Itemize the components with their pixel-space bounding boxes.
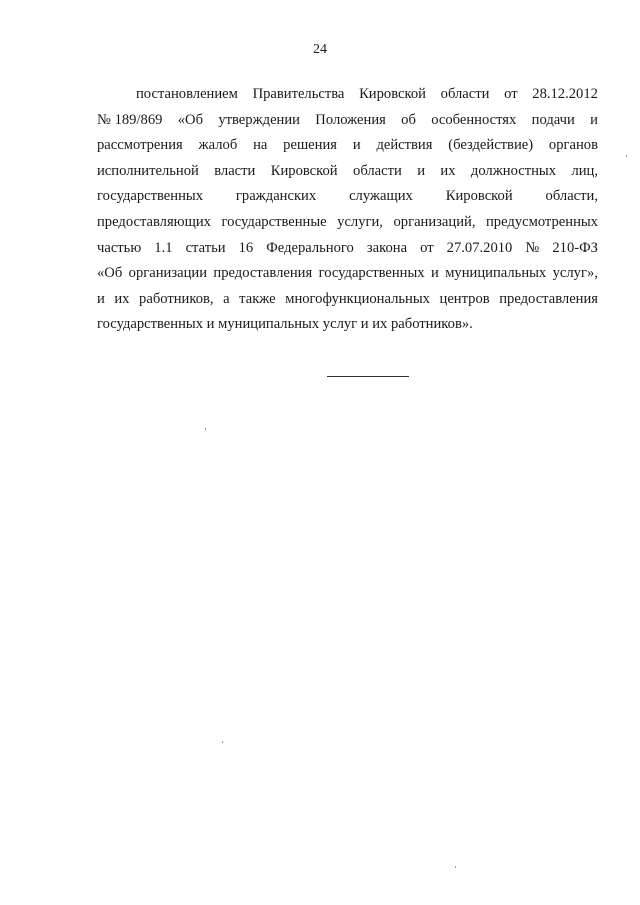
word: их [440,162,456,179]
word: утверждении [218,111,300,128]
paragraph-line [97,287,598,313]
word: подачи [531,111,575,128]
paragraph-line [97,82,598,108]
word: особенностях [431,111,517,128]
scan-speck [455,866,456,868]
word: жалоб [198,137,238,154]
word: Кировской [445,188,513,205]
word: Правительства [252,86,345,102]
paragraph-line [97,108,598,134]
page-number: 24 [313,42,327,57]
word: органов [548,137,598,154]
word: Кировской [359,86,426,102]
paragraph-line [97,210,598,236]
word: об [401,111,416,128]
word: предоставления [213,265,313,282]
word: центров [439,290,490,307]
word: «Об [177,111,203,128]
word: государственные [221,213,327,230]
word: № [525,239,540,256]
word: закона [366,239,408,256]
word: муниципальных [445,265,547,282]
word: на [253,137,268,154]
word: от [504,86,518,102]
word: также [239,290,276,307]
word: 1.1 [154,239,173,256]
word: 27.07.2010 [446,239,513,256]
word: гражданских [235,188,317,205]
word: от [420,239,434,256]
word: должностных [470,162,557,179]
word: частью [97,239,142,256]
word: области [440,86,490,102]
word: организаций, [393,213,476,230]
word: 210-ФЗ [552,239,598,256]
word: услуг», [552,265,598,282]
word: 16 [238,239,254,256]
word: «Об [97,265,123,282]
word: услуги, [337,213,383,230]
word: решения [283,137,337,154]
word: многофункциональных [285,290,430,307]
paragraph-line [97,261,598,287]
word: и [417,162,426,179]
word: области, [545,188,598,205]
word: власти [214,162,256,179]
word: действия [376,137,433,154]
word: предусмотренных [486,213,598,230]
word: организации [128,265,208,282]
word: служащих [349,188,413,205]
paragraph-line [97,159,598,185]
word: лиц, [571,162,598,179]
scan-speck [222,741,223,743]
paragraph-line [97,236,598,262]
word: государственных [97,188,204,205]
body-paragraph [97,82,598,338]
paragraph-line [97,184,598,210]
word: исполнительной [97,162,199,179]
word: государственных [318,265,425,282]
word: (бездействие) [448,137,534,154]
word: № 189/869 [97,111,163,128]
word: рассмотрения [97,137,183,154]
word: и [352,137,361,154]
word: Кировской [270,162,338,179]
scan-speck [205,428,206,430]
word: и [430,265,439,282]
word: статьи [185,239,226,256]
word: и [590,111,598,128]
word: области [353,162,402,179]
word: предоставления [499,290,598,307]
scan-speck [626,155,627,157]
word: а [223,290,230,307]
word: постановлением [136,86,238,102]
word: и [97,290,105,307]
word: Положения [315,111,386,128]
word: 28.12.2012 [532,86,598,102]
word: работников, [139,290,214,307]
word: их [114,290,130,307]
paragraph-line [97,312,598,338]
word: предоставляющих [97,213,211,230]
word: государственных и муниципальных услуг и их работников». [97,316,473,333]
end-separator-line [327,376,409,377]
paragraph-line [97,133,598,159]
word: Федерального [266,239,354,256]
